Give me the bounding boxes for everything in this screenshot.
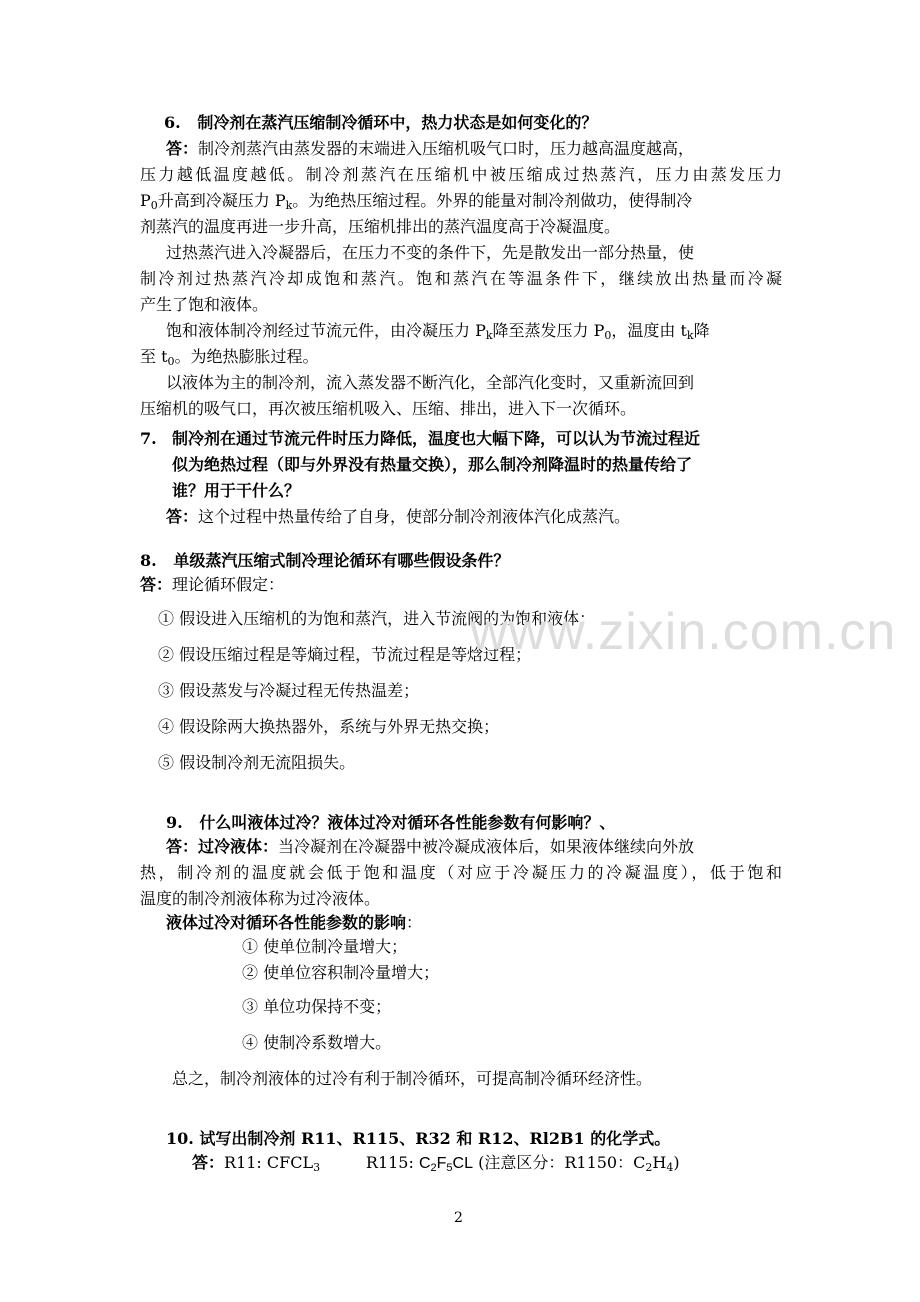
- q7-title-line-2: 似为绝热过程（即与外界没有热量交换），那么制冷剂降温时的热量传给了: [172, 455, 693, 474]
- q6-answer-line-1: 答：制冷剂蒸汽由蒸发器的末端进入压缩机吸气口时，压力越高温度越高，: [166, 139, 695, 158]
- q6-para4-line-1: 以液体为主的制冷剂，流入蒸发器不断汽化，全部汽化变时，又重新流回到: [166, 373, 695, 392]
- q8-number: 8.: [140, 551, 157, 570]
- q9-answer-label: 答：过冷液体：: [166, 837, 279, 856]
- q6-answer-line-3: $P_0$升高到冷凝压力 $P_k$。为绝热压缩过程。外界的能量对制冷剂做功，使得制冷: [140, 191, 693, 212]
- q9-answer-line-3: 温度的制冷剂液体称为过冷液体。: [140, 889, 381, 908]
- q9-title: 什么叫液体过冷？液体过冷对循环各性能参数有何影响？、: [199, 813, 616, 832]
- q8-answer-label: 答：: [140, 575, 173, 594]
- q10-answer-label: 答：: [192, 1153, 225, 1172]
- q6-heading: [164, 110, 806, 136]
- q6-answer-line-2: 压力越低温度越低。制冷剂蒸汽在压缩机中被压缩成过热蒸汽，压力由蒸发压力: [140, 165, 782, 184]
- q10-r11: R11: $CFCL_3$: [224, 1153, 321, 1174]
- q8-item-1: ① 假设进入压缩机的为饱和蒸汽，进入节流阀的为饱和液体；: [158, 609, 596, 628]
- q6-para4-line-2: 压缩机的吸气口，再次被压缩机吸入、压缩、排出，进入下一次循环。: [140, 399, 637, 418]
- q9-answer-line-1: 答：过冷液体：当冷凝剂在冷凝器中被冷凝成液体后，如果液体继续向外放: [166, 837, 695, 856]
- q6-title: 制冷剂在蒸汽压缩制冷循环中，热力状态是如何变化的？: [197, 113, 598, 132]
- q9-item-2: ② 使单位容积制冷量增大；: [242, 963, 440, 982]
- q8-title: 单级蒸汽压缩式制冷理论循环有哪些假设条件？: [173, 551, 510, 570]
- q6-answer-line-4: 剂蒸汽的温度再进一步升高，压缩机排出的蒸汽温度高于冷凝温度。: [140, 217, 621, 236]
- q7-title-line-1: 制冷剂在通过节流元件时压力降低，温度也大幅下降，可以认为节流过程近: [172, 429, 701, 448]
- q7-title-line-3: 谁？用于干什么？: [172, 481, 301, 500]
- q6-answer-label: 答：: [166, 139, 199, 158]
- q7-answer: 答：这个过程中热量传给了自身，使部分制冷剂液体汽化成蒸汽。: [166, 507, 631, 526]
- q8-item-3: ③ 假设蒸发与冷凝过程无传热温差；: [158, 681, 420, 700]
- q9-item-4: ④ 使制冷系数增大。: [242, 1033, 392, 1052]
- q10-note: (注意区分：R1150：$C_2H_4$): [478, 1153, 680, 1174]
- q9-heading: [166, 810, 808, 836]
- q10-r115: R115: $C_2F_5CL$: [365, 1153, 473, 1174]
- q9-item-1: ① 使单位制冷量增大；: [242, 937, 408, 956]
- q6-para2-line-2: 制冷剂过热蒸汽冷却成饱和蒸汽。饱和蒸汽在等温条件下，继续放出热量而冷凝: [140, 269, 782, 288]
- q9-number: 9.: [166, 813, 183, 832]
- q7-number: 7.: [140, 429, 157, 448]
- q6-para3-line-1: 饱和液体制冷剂经过节流元件，由冷凝压力 $P_k$降至蒸发压力 $P_0$，温度由 $t_k$降: [166, 321, 710, 342]
- q6-para2-line-3: 产生了饱和液体。: [140, 295, 269, 314]
- q8-item-5: ⑤ 假设制冷剂无流阻损失。: [158, 753, 356, 772]
- q6-para2-line-1: 过热蒸汽进入冷凝器后，在压力不变的条件下，先是散发出一部分热量，使: [166, 243, 695, 262]
- q6-para3-line-2: 至 $t_0$。为绝热膨胀过程。: [140, 347, 319, 368]
- q7-answer-label: 答：: [166, 507, 199, 526]
- q10-answer: [192, 1150, 782, 1181]
- watermark: www.zixin.com.cn: [470, 603, 897, 661]
- q8-item-2: ② 假设压缩过程是等熵过程，节流过程是等焓过程；: [158, 645, 532, 664]
- q9-effect-title: 液体过冷对循环各性能参数的影响：: [166, 913, 423, 932]
- page-number: 2: [454, 1210, 463, 1226]
- q9-answer-line-2: 热，制冷剂的温度就会低于饱和温度（对应于冷凝压力的冷凝温度），低于饱和: [140, 863, 782, 882]
- q8-answer: 答：理论循环假定：: [140, 575, 285, 594]
- q9-summary: 总之，制冷剂液体的过冷有利于制冷循环，可提高制冷循环经济性。: [172, 1069, 653, 1088]
- q9-item-3: ③ 单位功保持不变；: [242, 997, 392, 1016]
- q6-number: 6.: [164, 113, 181, 132]
- q8-heading: [140, 548, 782, 574]
- q10-title: 10. 试写出制冷剂 R11、R115、R32 和 R12、Rl2B1 的化学式。: [166, 1129, 671, 1148]
- q8-item-4: ④ 假设除两大换热器外，系统与外界无热交换；: [158, 717, 500, 736]
